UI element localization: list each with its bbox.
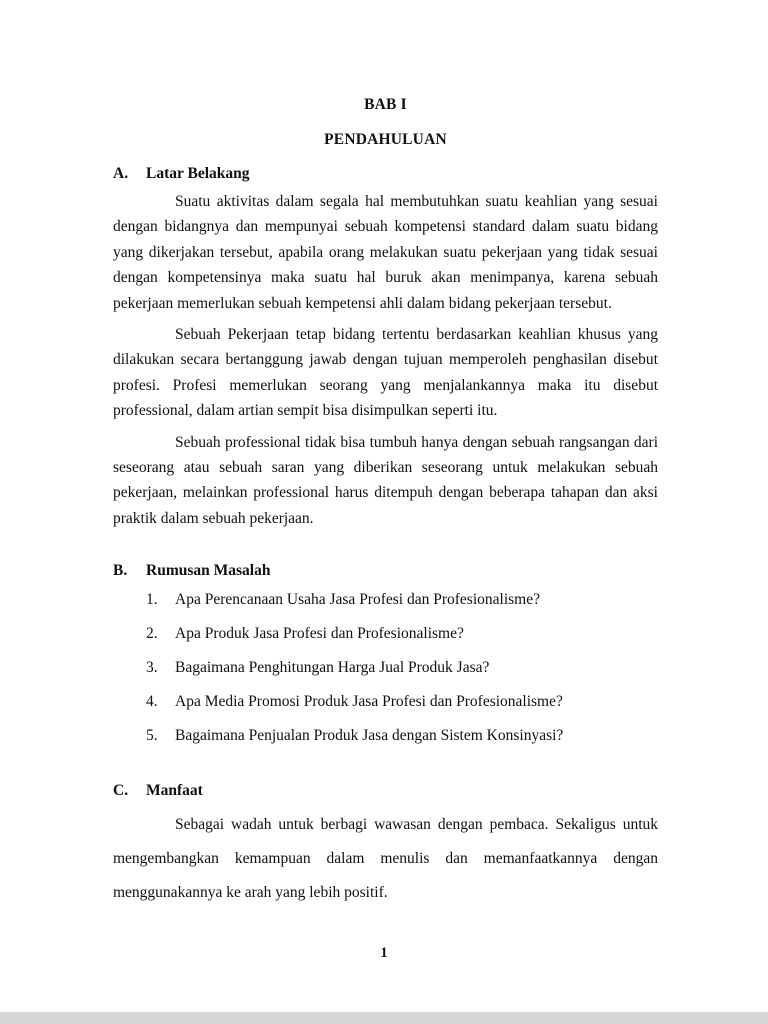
list-item-3-number: 3.	[146, 659, 158, 677]
list-item-2	[146, 621, 658, 646]
paragraph-a-1: Suatu aktivitas dalam segala hal membutuhkan suatu keahlian yang sesuai dengan bidangnya dan mempunyai sebuah kompetensi standard dalam suatu bidang yang dikerjakan tersebut, apabila orang melakukan suatu pekerjaan yang tidak sesuai dengan kompetensinya maka suatu hal buruk akan menimpanya, karena sebuah pekerjaan memerlukan sebuah kempetensi ahli dalam bidang pekerjaan tersebut.	[113, 193, 658, 312]
list-item-4-text: Apa Media Promosi Produk Jasa Profesi dan Profesionalisme?	[175, 693, 563, 711]
list-item-5-text: Bagaimana Penjualan Produk Jasa dengan Sistem Konsinyasi?	[175, 727, 564, 745]
chapter-title: BAB I	[364, 96, 407, 113]
list-item-1-text: Apa Perencanaan Usaha Jasa Profesi dan Profesionalisme?	[175, 591, 540, 609]
section-latar-belakang	[113, 165, 658, 531]
section-b-heading: Rumusan Masalah	[146, 562, 271, 580]
paragraph-a-2: Sebuah Pekerjaan tetap bidang tertentu berdasarkan keahlian khusus yang dilakukan secara bertanggung jawab dengan tujuan memperoleh penghasilan disebut profesi. Profesi memerlukan seorang yang menjalankannya maka itu disebut professional, dalam artian sempit bisa disimpulkan seperti itu.	[113, 326, 658, 420]
list-item-4	[146, 689, 658, 714]
list-item-3-text: Bagaimana Penghitungan Harga Jual Produk Jasa?	[175, 659, 490, 677]
list-item-4-number: 4.	[146, 693, 158, 711]
section-a-heading-row	[113, 165, 658, 183]
list-item-2-text: Apa Produk Jasa Profesi dan Profesionalisme?	[175, 625, 464, 643]
section-rumusan-masalah	[113, 562, 658, 748]
viewer-bottom-strip	[0, 1012, 768, 1024]
chapter-subtitle: PENDAHULUAN	[324, 131, 447, 148]
section-c-heading-row	[113, 782, 658, 800]
list-item-5-number: 5.	[146, 727, 158, 745]
section-a-label: A.	[113, 165, 129, 182]
list-item-2-number: 2.	[146, 625, 158, 643]
list-item-1-number: 1.	[146, 591, 158, 609]
paragraph-c-1: Sebagai wadah untuk berbagi wawasan dengan pembaca. Sekaligus untuk mengembangkan kemampuan dalam menulis dan memanfaatkannya dengan menggunakannya ke arah yang lebih positif.	[113, 816, 658, 902]
page-number: 1	[380, 945, 388, 961]
section-c-label: C.	[113, 782, 129, 800]
list-item-5	[146, 723, 658, 748]
section-b-heading-row	[113, 562, 658, 580]
section-a-heading: Latar Belakang	[146, 165, 250, 182]
section-c-heading: Manfaat	[146, 782, 203, 800]
section-manfaat	[113, 782, 658, 910]
rumusan-masalah-list	[113, 587, 658, 748]
list-item-3	[146, 655, 658, 680]
paragraph-a-3: Sebuah professional tidak bisa tumbuh hanya dengan sebuah rangsangan dari seseorang atau sebuah saran yang diberikan seseorang untuk melakukan sebuah pekerjaan, melainkan professional harus ditempuh dengan beberapa tahapan dan aksi praktik dalam sebuah pekerjaan.	[113, 433, 658, 527]
section-b-label: B.	[113, 562, 128, 580]
list-item-1	[146, 587, 658, 612]
